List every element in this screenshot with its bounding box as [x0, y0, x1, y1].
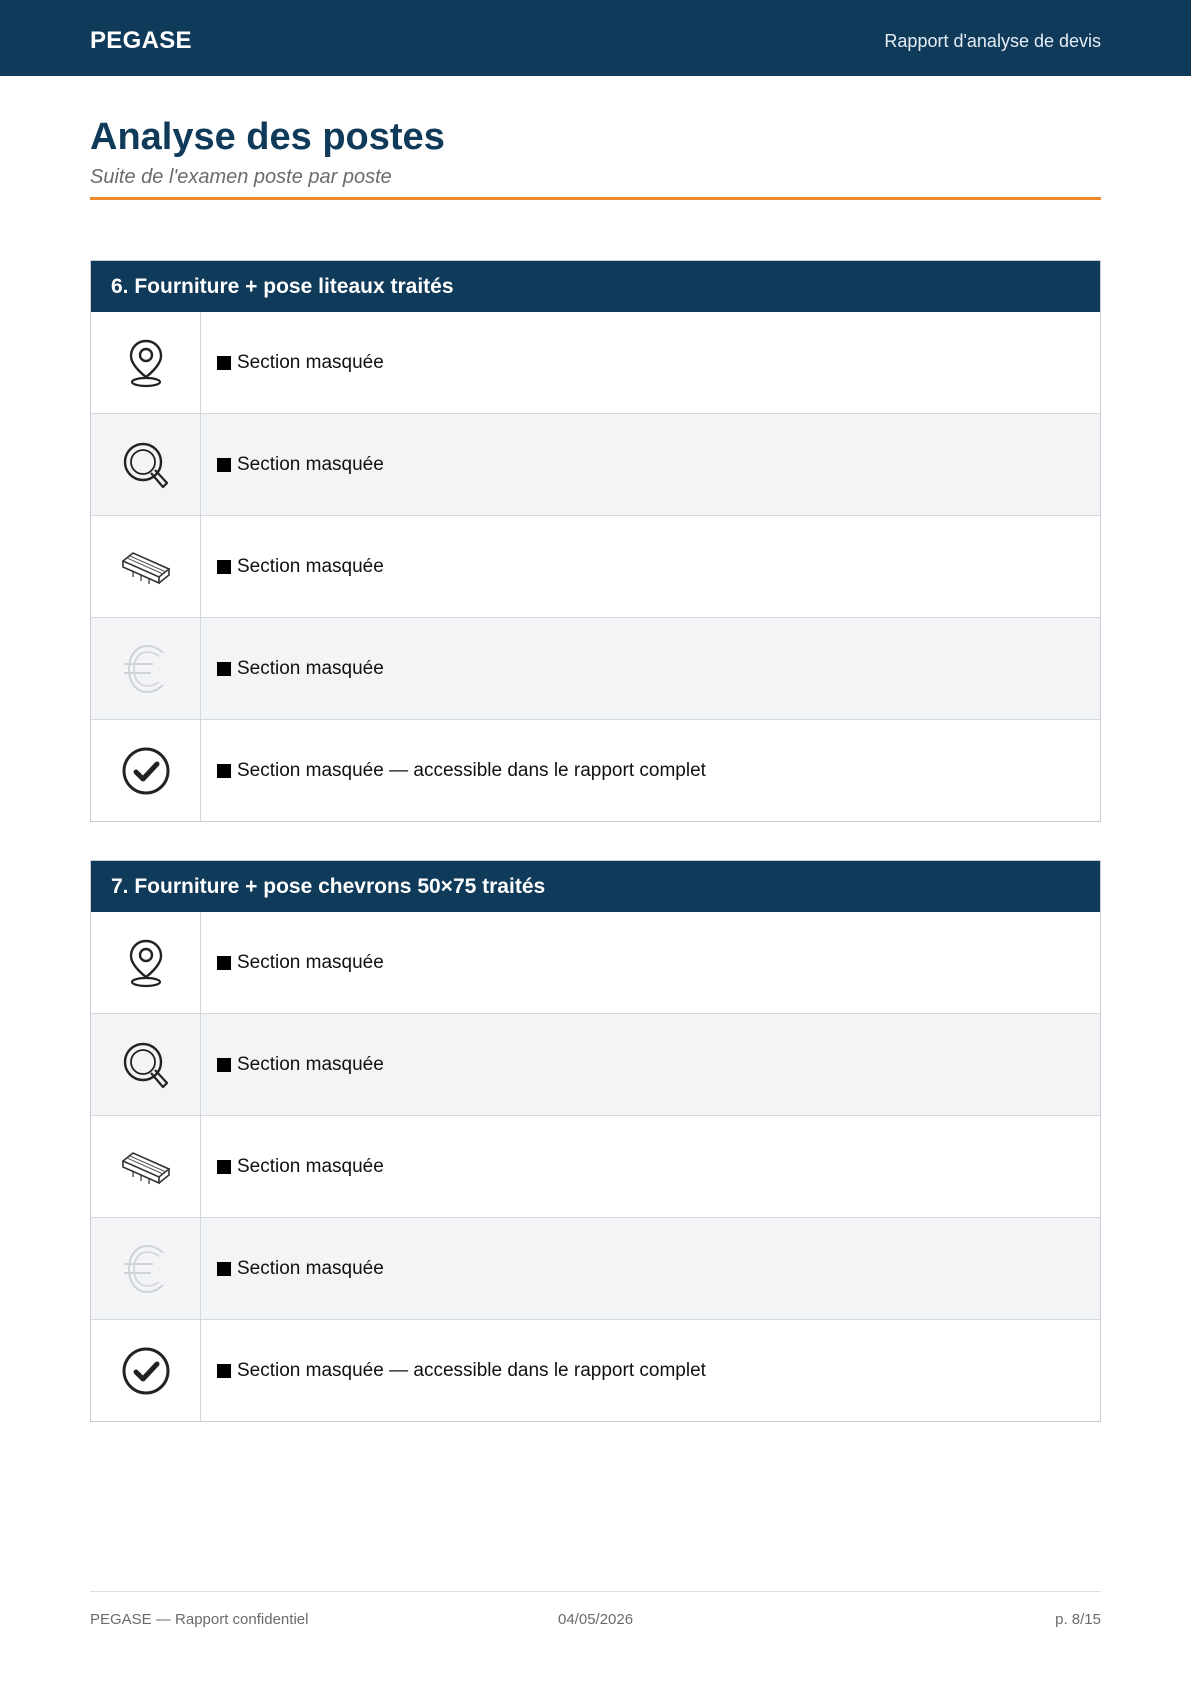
footer-left-text: PEGASE — Rapport confidentiel: [90, 1611, 309, 1628]
check-circle-icon: [91, 720, 201, 821]
square-bullet-icon: [217, 1160, 231, 1174]
location-pin-icon: [91, 912, 201, 1013]
row-text: [201, 1218, 1100, 1319]
footer-date: 04/05/2026: [558, 1611, 634, 1628]
section-row-check: [91, 719, 1100, 821]
page-title: Analyse des postes: [90, 116, 445, 158]
location-pin-icon: [91, 312, 201, 413]
row-label: Section masquée: [237, 1257, 384, 1279]
row-text: [201, 912, 1100, 1013]
row-label: Section masquée: [237, 657, 384, 679]
top-header-bar: [0, 0, 1191, 76]
euro-icon: [91, 1218, 201, 1319]
title-divider: [90, 197, 1101, 200]
row-text: [201, 312, 1100, 413]
page-number: p. 8/15: [1055, 1611, 1101, 1628]
row-text: [201, 414, 1100, 515]
square-bullet-icon: [217, 662, 231, 676]
row-label: Section masquée: [237, 351, 384, 373]
row-label: Section masquée — accessible dans le rapport complet: [237, 759, 706, 781]
row-label: Section masquée: [237, 555, 384, 577]
row-text: [201, 1320, 1100, 1421]
euro-icon: [91, 618, 201, 719]
square-bullet-icon: [217, 560, 231, 574]
search-q-icon: [91, 1014, 201, 1115]
row-text: [201, 720, 1100, 821]
page-subtitle: Suite de l'examen poste par poste: [90, 166, 392, 188]
check-circle-icon: [91, 1320, 201, 1421]
row-text: [201, 516, 1100, 617]
timber-planks-icon: [91, 1116, 201, 1217]
row-label: Section masquée — accessible dans le rapport complet: [237, 1359, 706, 1381]
section-row-location: [91, 912, 1100, 1013]
section-row-search: [91, 1013, 1100, 1115]
section-row-location: [91, 312, 1100, 413]
section-row-euro: [91, 1217, 1100, 1319]
section-row-timber: [91, 1115, 1100, 1217]
section-row-check: [91, 1319, 1100, 1421]
poste-section-6: [90, 260, 1101, 822]
section-header: 7. Fourniture + pose chevrons 50×75 traités: [91, 861, 1100, 912]
report-title: Rapport d'analyse de devis: [884, 31, 1101, 51]
section-row-search: [91, 413, 1100, 515]
square-bullet-icon: [217, 1262, 231, 1276]
row-text: [201, 618, 1100, 719]
section-header: 6. Fourniture + pose liteaux traités: [91, 261, 1100, 312]
brand-name: PEGASE: [90, 27, 192, 54]
row-label: Section masquée: [237, 1155, 384, 1177]
square-bullet-icon: [217, 956, 231, 970]
section-row-euro: [91, 617, 1100, 719]
square-bullet-icon: [217, 1058, 231, 1072]
row-label: Section masquée: [237, 453, 384, 475]
square-bullet-icon: [217, 1364, 231, 1378]
poste-section-7: [90, 860, 1101, 1422]
search-q-icon: [91, 414, 201, 515]
timber-planks-icon: [91, 516, 201, 617]
row-text: [201, 1014, 1100, 1115]
square-bullet-icon: [217, 356, 231, 370]
footer-divider: [90, 1591, 1101, 1592]
section-row-timber: [91, 515, 1100, 617]
row-label: Section masquée: [237, 951, 384, 973]
square-bullet-icon: [217, 764, 231, 778]
row-text: [201, 1116, 1100, 1217]
row-label: Section masquée: [237, 1053, 384, 1075]
square-bullet-icon: [217, 458, 231, 472]
